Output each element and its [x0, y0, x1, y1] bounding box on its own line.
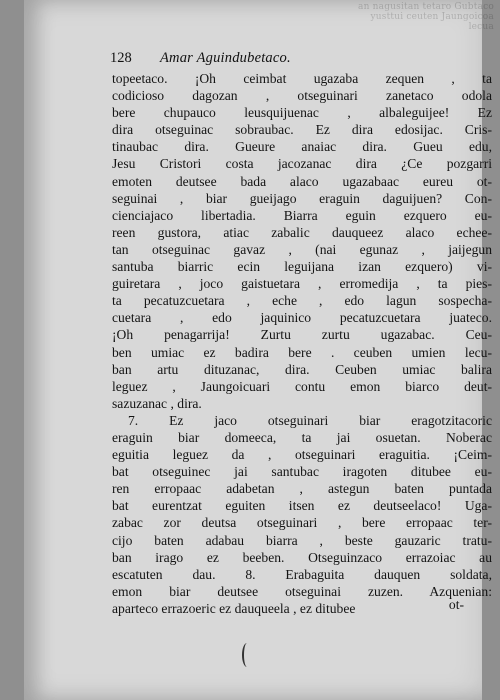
- body-text: [112, 70, 492, 617]
- text-line: bat otseguinec jai santubac iragoten ditubee eu-: [112, 464, 492, 480]
- ink-mark: [242, 643, 252, 667]
- text-line: topeetaco. ¡Oh ceimbat ugazaba zequen , ta: [112, 71, 492, 86]
- text-line: cuetara , edo jaquinico pecatuzcuetara juateco.: [112, 310, 492, 326]
- text-line: ¡Oh penagarrija! Zurtu zurtu ugazabac. Ceu-: [112, 327, 492, 343]
- text-line: aparteco errazoeric ez dauqueela , ez ditubee: [112, 600, 356, 616]
- text-line: sazuzanac , dira.: [112, 395, 202, 411]
- text-line: emoten deutsee bada alaco ugazabaac eureu ot-: [112, 173, 492, 189]
- text-line: cienciajaco libertadia. Biarra eguin ezquero eu-: [112, 207, 492, 223]
- text-line: tan otseguinac gavaz , (nai egunaz , jaijegun: [112, 241, 492, 257]
- text-line: dira otseguinac sobraubac. Ez dira edosijac. Cris-: [112, 122, 492, 138]
- text-line: escatuten dau. 8. Erabaguita dauquen soldata,: [112, 566, 492, 582]
- text-line: santuba biarric ecin leguijana izan ezquero) vi-: [112, 259, 492, 275]
- catchword: ot-: [448, 597, 464, 612]
- text-line: codicioso dagozan , otseguinari zanetaco odola: [112, 88, 492, 104]
- text-line: eraguin biar domeeca, ta jai osuetan. Noberac: [112, 429, 492, 445]
- text-line: ban irago ez beeben. Otseguinzaco errazoiac au: [112, 549, 492, 565]
- text-line: emon biar deutsee otseguinai zuzen. Azquenian:: [112, 583, 492, 599]
- text-line: eguitia leguez da , otseguinari eraguitia. ¡Ceim-: [112, 447, 492, 463]
- text-line: cijo baten adabau biarra , beste gauzaric tratu-: [112, 532, 492, 548]
- text-line: ben umiac ez badira bere . ceuben umien lecu-: [112, 344, 492, 360]
- text-line: tinaubac dira. Gueure anaiac dira. Gueu edu,: [112, 139, 492, 155]
- text-line: leguez , Jaungoicuari contu emon biarco deut-: [112, 378, 492, 394]
- text-line: seguinai , biar gueijago eraguin daguijuen? Con-: [112, 190, 492, 206]
- text-line: guiretara , joco gaistuetara , erromedija , ta pies-: [112, 276, 492, 292]
- book-page: [24, 0, 494, 700]
- text-line: bere chupauco leusquijuenac , albaleguijee! Ez: [112, 105, 492, 121]
- bleed-through-text: an nagusitan tetaro Gubtaco yusttui ceuten Jaungoicoa lecua: [358, 2, 494, 32]
- text-line: bat eurentzat eguiten itsen ez deutseelaco! Uga-: [112, 498, 492, 514]
- text-line: 7. Ez jaco otseguinari biar eragotzitacoric: [128, 412, 492, 428]
- text-line: ren erropaac adabetan , astegun baten puntada: [112, 481, 492, 497]
- page-number: 128: [110, 50, 132, 66]
- running-title: Amar Aguindubetaco.: [160, 50, 291, 66]
- text-line: reen gustora, atiac zabalic dauqueez alaco echee-: [112, 224, 492, 240]
- text-line: Jesu Cristori costa jacozanac dira ¿Ce pozgarri: [112, 156, 492, 172]
- text-line: ta pecatuzcuetara , eche , edo lagun sospecha-: [112, 293, 492, 309]
- text-line: ban artu dituzanac, dira. Ceuben umiac balira: [112, 361, 492, 377]
- text-line: zabac zor deutsa otseguinari , bere erropaac ter-: [112, 515, 492, 531]
